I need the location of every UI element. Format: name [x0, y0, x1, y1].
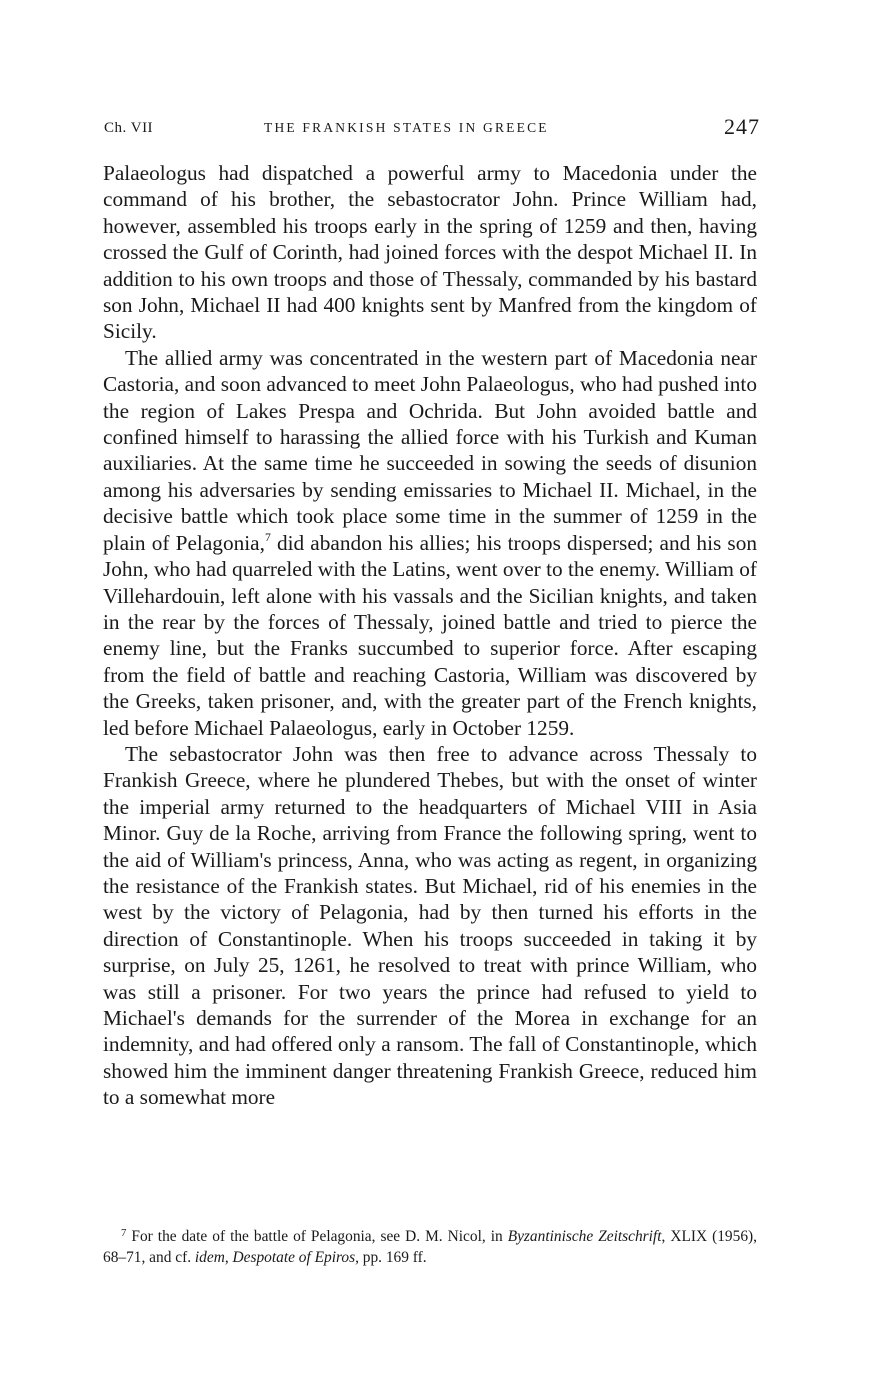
footnote-text-1: For the date of the battle of Pelagonia, see D. M. Nicol, in — [126, 1228, 508, 1245]
paragraph-2-part-2: did abandon his allies; his troops dispersed; and his son John, who had quarreled with the Latins, went over to the enemy. William of Villehardouin, left alone with his vassals and the Sicilian knights, and taken in the rear by the forces of Thessaly, joined battle and tried to pierce the enemy line, but the Franks succumbed to superior force. After escaping from the field of battle and reaching Castoria, William was discovered by the Greeks, taken prisoner, and, with the greater part of the French knights, led before Michael Palaeologus, early in October 1259. — [103, 530, 758, 740]
footnote — [103, 1226, 757, 1268]
paragraph-3: The sebastocrator John was then free to advance across Thessaly to Frankish Greece, where he plundered Thebes, but with the onset of winter the imperial army returned to the headquarters of Michael VIII in Asia Minor. Guy de la Roche, arriving from France the following spring, went to the aid of William's princess, Anna, who was acting as regent, in organizing the resistance of the Frankish states. But Michael, rid of his enemies in the west by the victory of Pelagonia, had by then turned his efforts in the direction of Constantinople. When his troops succeeded in taking it by surprise, on July 25, 1261, he resolved to treat with prince William, who was still a prisoner. For two years the prince had refused to yield to Michael's demands for the surrender of the Morea in exchange for an indemnity, and had offered only a ransom. The fall of Constantinople, which showed him the imminent danger threatening Frankish Greece, reduced him to a somewhat more — [103, 741, 757, 1110]
paragraph-2-part-1: The allied army was concentrated in the western part of Macedonia near Castoria, and soon advanced to meet John Palaeologus, who had pushed into the region of Lakes Prespa and Ochrida. But John avoided battle and confined himself to harassing the allied force with his Turkish and Kuman auxiliaries. At the same time he succeeded in sowing the seeds of disunion among his adversaries by sending emissaries to Michael II. Michael, in the decisive battle which took place some time in the summer of 1259 in the plain of Pelagonia, — [103, 345, 757, 555]
footnote-idem: idem — [194, 1249, 225, 1266]
footnote-text-4: , pp. 169 ff. — [355, 1249, 427, 1266]
footnote-text-3: , — [224, 1249, 233, 1266]
page-number: 247 — [724, 114, 760, 139]
footnote-marker: 7 — [121, 1227, 127, 1240]
footnote-reference: 7 — [264, 530, 271, 544]
footnote-journal: Byzantinische Zeitschrift — [507, 1228, 662, 1245]
paragraph-1: Palaeologus had dispatched a powerful army to Macedonia under the command of his brother, the sebastocrator John. Prince William had, however, assembled his troops early in the spring of 1259 and then, having crossed the Gulf of Corinth, had joined forces with the despot Michael II. In addition to his own troops and those of Thessaly, commanded by his bastard son John, Michael II had 400 knights sent by Manfred from the kingdom of Sicily. — [103, 161, 757, 344]
paragraph-2 — [103, 345, 757, 741]
footnote-book: Despotate of Epiros — [232, 1249, 356, 1266]
running-title: THE FRANKISH STATES IN GREECE — [264, 120, 549, 135]
chapter-label: Ch. VII — [104, 120, 154, 136]
body-text — [103, 160, 757, 1111]
footnote-text-2: , XLIX (1956), 68–71, and cf. — [103, 1228, 757, 1266]
running-head — [104, 114, 760, 144]
